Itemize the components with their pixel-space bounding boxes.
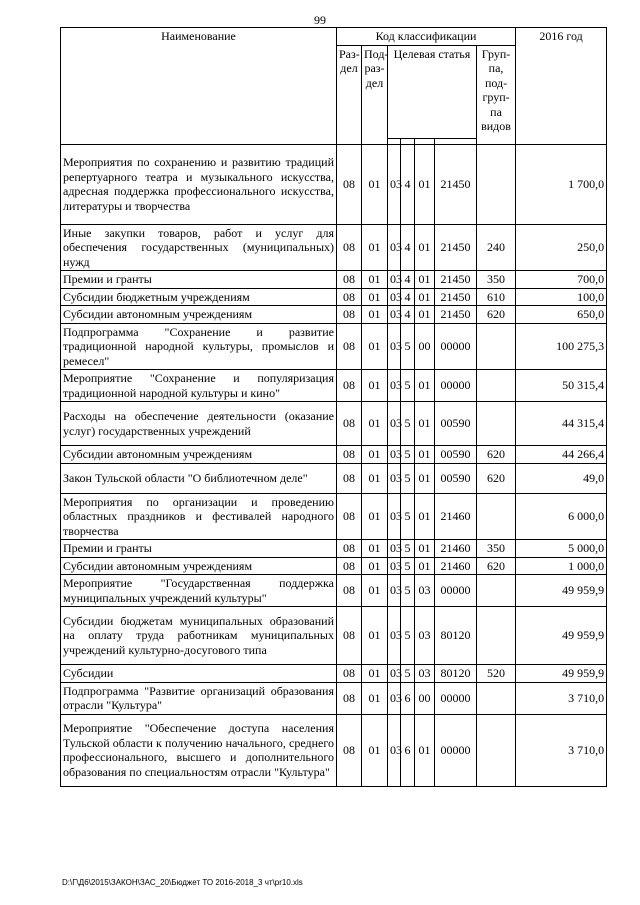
row-target-direction: 00590 [435,463,477,493]
row-target-event: 03 [415,607,435,665]
row-target-subprogram: 5 [401,575,415,607]
row-name: Мероприятие "Обеспечение доступа населения Тульской области к получению начального, среднего профессионального, высшего и дополнительного образования по специальностям отрасли "Культура" [61,714,337,786]
row-target-program: 03 [388,402,401,446]
row-razdel: 08 [337,714,362,786]
row-expense-group: 610 [477,288,516,306]
row-name: Мероприятия по сохранению и развитию традиций репертуарного театра и музыкального искусства, адресная поддержка профессионального искусства, литературы и творчества [61,144,337,224]
row-target-subprogram: 5 [401,493,415,540]
row-target-direction: 00000 [435,323,477,370]
row-target-event: 01 [415,557,435,575]
table-row [61,224,607,271]
row-amount: 50 315,4 [516,370,607,402]
row-podrazdel: 01 [362,665,388,683]
table-row [61,682,607,714]
row-amount: 3 710,0 [516,682,607,714]
row-name: Иные закупки товаров, работ и услуг для обеспечения государственных (муниципальных) нужд [61,224,337,271]
row-name: Субсидии бюджетным учреждениям [61,288,337,306]
table-row [61,446,607,464]
row-target-direction: 21460 [435,493,477,540]
row-amount: 5 000,0 [516,540,607,558]
row-target-program: 03 [388,714,401,786]
row-podrazdel: 01 [362,224,388,271]
row-target-event: 00 [415,682,435,714]
row-target-event: 01 [415,493,435,540]
row-target-program: 03 [388,288,401,306]
row-amount: 44 266,4 [516,446,607,464]
row-target-subprogram: 4 [401,288,415,306]
row-target-event: 01 [415,714,435,786]
row-expense-group [477,144,516,224]
row-podrazdel: 01 [362,323,388,370]
table-row [61,714,607,786]
row-target-direction: 00000 [435,682,477,714]
row-expense-group [477,607,516,665]
row-razdel: 08 [337,402,362,446]
row-target-event: 03 [415,665,435,683]
row-target-program: 03 [388,446,401,464]
row-target-event: 00 [415,323,435,370]
table-row [61,370,607,402]
row-expense-group: 350 [477,271,516,289]
table-row [61,493,607,540]
row-razdel: 08 [337,463,362,493]
row-target-program: 03 [388,144,401,224]
row-target-program: 03 [388,575,401,607]
row-target-direction: 00000 [435,370,477,402]
row-podrazdel: 01 [362,370,388,402]
row-target-direction: 21450 [435,224,477,271]
row-target-program: 03 [388,224,401,271]
row-target-event: 01 [415,144,435,224]
row-target-subprogram: 5 [401,402,415,446]
row-podrazdel: 01 [362,607,388,665]
row-podrazdel: 01 [362,540,388,558]
row-podrazdel: 01 [362,463,388,493]
row-target-event: 01 [415,370,435,402]
table-row [61,306,607,324]
row-expense-group [477,402,516,446]
row-razdel: 08 [337,271,362,289]
row-name: Субсидии автономным учреждениям [61,557,337,575]
row-razdel: 08 [337,575,362,607]
row-target-direction: 00590 [435,402,477,446]
table-row [61,540,607,558]
row-target-program: 03 [388,540,401,558]
header-year: 2016 год [516,28,607,145]
row-name: Субсидии [61,665,337,683]
header-row [61,28,607,46]
header-podrazdel: Под-раз-дел [362,45,388,144]
row-target-program: 03 [388,271,401,289]
row-name: Субсидии автономным учреждениям [61,446,337,464]
table-row [61,557,607,575]
file-path-footer: D:\Г\Д6\2015\ЗАКОН\ЗАС_20\Бюджет ТО 2016-2018_3 чт\pr10.xls [62,878,303,887]
row-target-program: 03 [388,665,401,683]
row-razdel: 08 [337,144,362,224]
row-target-subprogram: 6 [401,682,415,714]
row-podrazdel: 01 [362,557,388,575]
row-name: Подпрограмма "Сохранение и развитие традиционной народной культуры, промыслов и ремесел" [61,323,337,370]
table-row [61,323,607,370]
row-podrazdel: 01 [362,288,388,306]
row-target-subprogram: 5 [401,540,415,558]
row-name: Субсидии бюджетам муниципальных образований на оплату труда работникам муниципальных учреждений культурно-досугового типа [61,607,337,665]
row-target-subprogram: 4 [401,144,415,224]
row-name: Закон Тульской области "О библиотечном деле" [61,463,337,493]
row-target-program: 03 [388,323,401,370]
row-amount: 1 000,0 [516,557,607,575]
row-razdel: 08 [337,665,362,683]
row-target-program: 03 [388,493,401,540]
table-row [61,288,607,306]
row-name: Премии и гранты [61,540,337,558]
row-name: Субсидии автономным учреждениям [61,306,337,324]
table-row [61,271,607,289]
row-expense-group [477,323,516,370]
row-expense-group [477,714,516,786]
row-amount: 650,0 [516,306,607,324]
row-amount: 700,0 [516,271,607,289]
row-name: Мероприятия по организации и проведению областных праздников и фестивалей народного творчества [61,493,337,540]
table-row [61,402,607,446]
row-razdel: 08 [337,493,362,540]
row-target-direction: 21450 [435,288,477,306]
row-target-program: 03 [388,306,401,324]
row-razdel: 08 [337,306,362,324]
row-razdel: 08 [337,370,362,402]
row-target-subprogram: 4 [401,306,415,324]
row-expense-group [477,682,516,714]
row-target-direction: 21450 [435,144,477,224]
row-target-event: 01 [415,463,435,493]
row-razdel: 08 [337,288,362,306]
row-razdel: 08 [337,323,362,370]
row-target-direction: 21450 [435,271,477,289]
row-podrazdel: 01 [362,575,388,607]
row-target-subprogram: 5 [401,665,415,683]
row-target-subprogram: 5 [401,463,415,493]
row-target-subprogram: 5 [401,446,415,464]
row-target-subprogram: 5 [401,370,415,402]
header-razdel: Раз-дел [337,45,362,144]
row-amount: 100 275,3 [516,323,607,370]
row-expense-group [477,370,516,402]
row-target-event: 01 [415,271,435,289]
row-target-direction: 00590 [435,446,477,464]
row-target-program: 03 [388,682,401,714]
header-name: Наименование [61,28,337,145]
row-razdel: 08 [337,224,362,271]
row-expense-group: 520 [477,665,516,683]
row-target-program: 03 [388,370,401,402]
header-classification: Код классификации [337,28,516,46]
budget-table [60,27,607,787]
row-target-program: 03 [388,463,401,493]
table-row [61,607,607,665]
row-target-program: 03 [388,557,401,575]
row-razdel: 08 [337,607,362,665]
row-target-event: 01 [415,288,435,306]
row-target-event: 01 [415,224,435,271]
row-podrazdel: 01 [362,493,388,540]
table-row [61,665,607,683]
row-target-program: 03 [388,607,401,665]
row-target-event: 01 [415,446,435,464]
row-podrazdel: 01 [362,402,388,446]
row-amount: 250,0 [516,224,607,271]
row-target-direction: 80120 [435,607,477,665]
row-target-direction: 21450 [435,306,477,324]
row-target-direction: 00000 [435,714,477,786]
row-target-event: 01 [415,402,435,446]
row-amount: 44 315,4 [516,402,607,446]
row-podrazdel: 01 [362,446,388,464]
row-amount: 49 959,9 [516,575,607,607]
row-name: Расходы на обеспечение деятельности (оказание услуг) государственных учреждений [61,402,337,446]
row-expense-group: 240 [477,224,516,271]
row-target-subprogram: 4 [401,271,415,289]
row-target-direction: 00000 [435,575,477,607]
row-expense-group [477,493,516,540]
row-name: Премии и гранты [61,271,337,289]
row-razdel: 08 [337,446,362,464]
row-podrazdel: 01 [362,306,388,324]
row-expense-group: 620 [477,446,516,464]
row-amount: 49,0 [516,463,607,493]
row-expense-group: 350 [477,540,516,558]
row-expense-group: 620 [477,463,516,493]
table-body [61,144,607,786]
row-podrazdel: 01 [362,682,388,714]
row-target-subprogram: 4 [401,224,415,271]
row-target-event: 01 [415,540,435,558]
row-name: Мероприятие "Государственная поддержка муниципальных учреждений культуры" [61,575,337,607]
row-amount: 49 959,9 [516,607,607,665]
row-razdel: 08 [337,540,362,558]
row-target-subprogram: 5 [401,607,415,665]
row-razdel: 08 [337,557,362,575]
row-target-direction: 21460 [435,557,477,575]
header-group: Груп-па, под-груп-па видов [477,45,516,144]
row-expense-group [477,575,516,607]
row-amount: 100,0 [516,288,607,306]
row-target-direction: 21460 [435,540,477,558]
row-target-direction: 80120 [435,665,477,683]
row-amount: 1 700,0 [516,144,607,224]
table-row [61,144,607,224]
row-target-subprogram: 5 [401,323,415,370]
row-podrazdel: 01 [362,714,388,786]
row-target-subprogram: 6 [401,714,415,786]
header-target: Целевая статья [388,45,477,139]
page-number: 99 [314,13,326,27]
table-row [61,575,607,607]
row-target-event: 01 [415,306,435,324]
row-expense-group: 620 [477,557,516,575]
row-amount: 49 959,9 [516,665,607,683]
row-razdel: 08 [337,682,362,714]
row-target-subprogram: 5 [401,557,415,575]
row-amount: 3 710,0 [516,714,607,786]
row-podrazdel: 01 [362,271,388,289]
table-row [61,463,607,493]
row-amount: 6 000,0 [516,493,607,540]
row-name: Подпрограмма "Развитие организаций образования отрасли "Культура" [61,682,337,714]
row-expense-group: 620 [477,306,516,324]
row-podrazdel: 01 [362,144,388,224]
row-target-event: 03 [415,575,435,607]
row-name: Мероприятие "Сохранение и популяризация традиционной народной культуры и кино" [61,370,337,402]
